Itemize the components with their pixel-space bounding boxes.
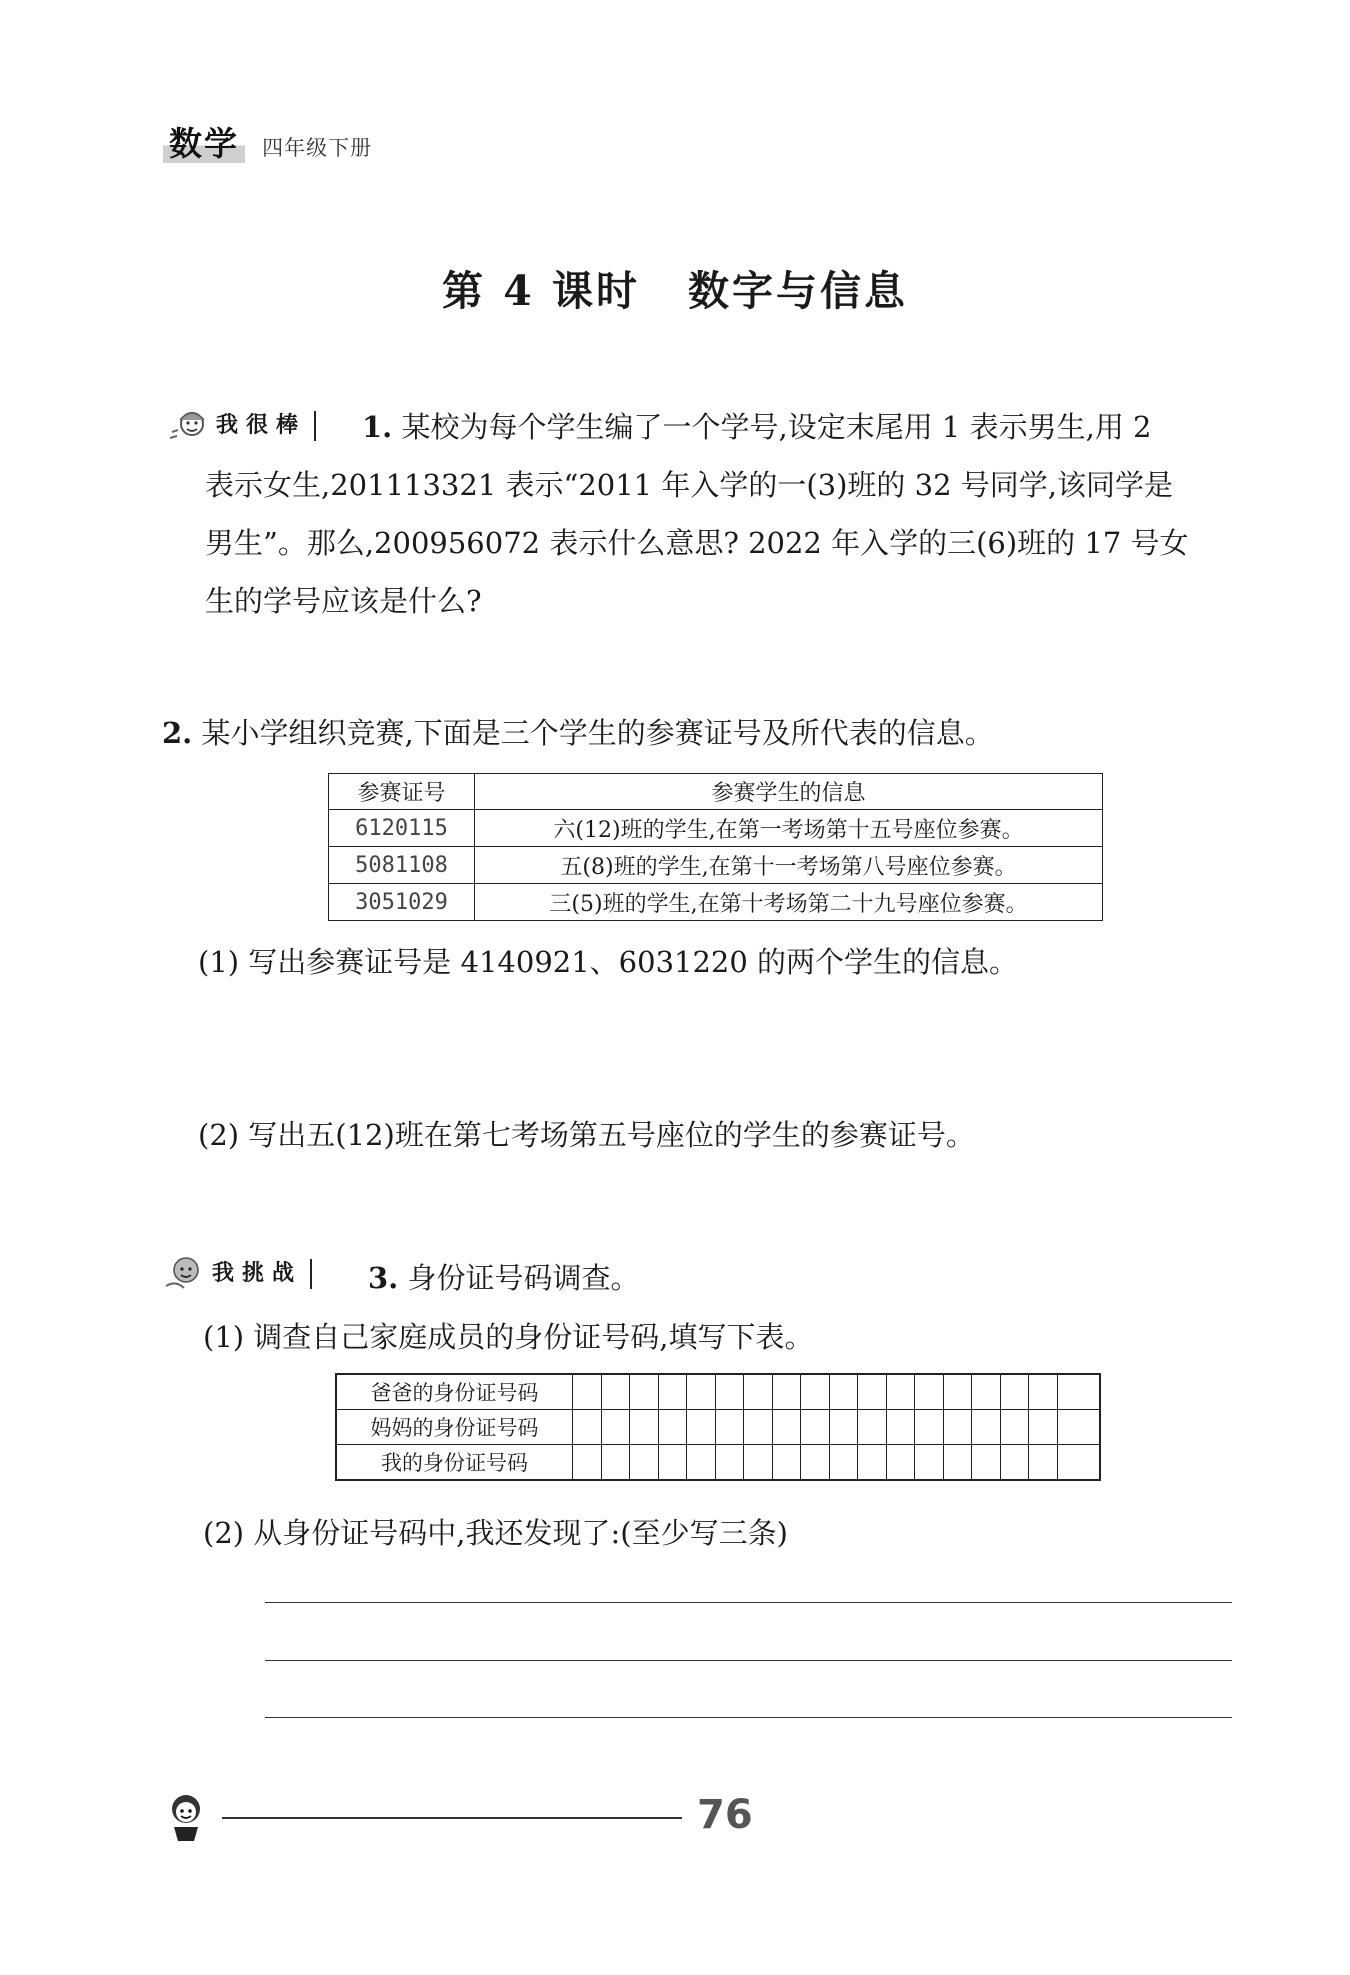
digit-cell[interactable] [658,1410,687,1445]
q2-sub-question-2: (2) 写出五(12)班在第七考场第五号座位的学生的参赛证号。 [198,1118,975,1152]
boy-mascot-footer-icon [156,1785,216,1845]
digit-cell[interactable] [744,1374,773,1410]
digit-cell[interactable] [829,1374,858,1410]
header-cell: 参赛学生的信息 [475,774,1103,810]
subject-label: 数学 [163,124,245,163]
digit-cell[interactable] [915,1374,944,1410]
digit-cell[interactable] [687,1410,716,1445]
digit-cell[interactable] [915,1445,944,1481]
id-cell: 6120115 [329,810,475,847]
row-label: 妈妈的身份证号码 [336,1410,573,1445]
q3-sub-question-1: (1) 调查自己家庭成员的身份证号码,填写下表。 [203,1320,814,1354]
badge-great-label: 我很棒 [214,411,316,441]
digit-cell[interactable] [1029,1410,1058,1445]
badge-great [166,402,316,450]
digit-cell[interactable] [744,1410,773,1445]
digit-cell[interactable] [858,1410,887,1445]
q3-number: 3. [368,1261,399,1295]
table-row [329,884,1103,921]
digit-cell[interactable] [1057,1374,1100,1410]
digit-cell[interactable] [1029,1445,1058,1481]
digit-cell[interactable] [801,1445,830,1481]
q1-line-1 [362,398,1152,456]
digit-cell[interactable] [943,1445,972,1481]
digit-cell[interactable] [573,1410,602,1445]
digit-cell[interactable] [1000,1374,1029,1410]
digit-cell[interactable] [801,1374,830,1410]
digit-cell[interactable] [715,1445,744,1481]
digit-cell[interactable] [687,1374,716,1410]
q1-number: 1. [362,410,393,444]
lesson-number: 第 4 课时 [441,267,641,315]
q3-sub-question-2: (2) 从身份证号码中,我还发现了:(至少写三条) [203,1516,788,1550]
footer-rule [222,1817,682,1819]
table-row [336,1374,1100,1410]
digit-cell[interactable] [972,1374,1001,1410]
q1-line-4: 生的学号应该是什么? [205,584,482,618]
answer-line[interactable] [265,1717,1232,1718]
digit-cell[interactable] [573,1374,602,1410]
digit-cell[interactable] [1057,1445,1100,1481]
digit-cell[interactable] [829,1410,858,1445]
grade-label: 四年级下册 [262,136,373,160]
digit-cell[interactable] [1000,1410,1029,1445]
digit-cell[interactable] [715,1374,744,1410]
digit-cell[interactable] [858,1374,887,1410]
digit-cell[interactable] [772,1374,801,1410]
q1-text-1: 某校为每个学生编了一个学号,设定末尾用 1 表示男生,用 2 [401,410,1152,444]
digit-cell[interactable] [658,1445,687,1481]
table-header-row [329,774,1103,810]
row-label: 爸爸的身份证号码 [336,1374,573,1410]
digit-cell[interactable] [630,1374,659,1410]
lesson-topic: 数字与信息 [688,267,909,315]
digit-cell[interactable] [744,1445,773,1481]
digit-cell[interactable] [801,1410,830,1445]
q2-text: 某小学组织竞赛,下面是三个学生的参赛证号及所代表的信息。 [201,716,994,750]
digit-cell[interactable] [658,1374,687,1410]
digit-cell[interactable] [886,1445,915,1481]
competition-id-table [328,773,1103,921]
digit-cell[interactable] [687,1445,716,1481]
answer-line[interactable] [265,1660,1232,1661]
id-cell: 3051029 [329,884,475,921]
girl-mascot-icon [166,402,214,450]
boy-mascot-icon [162,1250,210,1298]
digit-cell[interactable] [858,1445,887,1481]
digit-cell[interactable] [601,1445,630,1481]
q2-sub-question-1: (1) 写出参赛证号是 4140921、6031220 的两个学生的信息。 [198,945,1019,979]
row-label: 我的身份证号码 [336,1445,573,1481]
digit-cell[interactable] [972,1410,1001,1445]
digit-cell[interactable] [715,1410,744,1445]
q1-line-2: 表示女生,201113321 表示“2011 年入学的一(3)班的 32 号同学,该同学是 [205,468,1173,502]
digit-cell[interactable] [772,1410,801,1445]
lesson-title [0,258,1350,317]
digit-cell[interactable] [829,1445,858,1481]
digit-cell[interactable] [943,1374,972,1410]
table-row [329,810,1103,847]
page-number: 76 [697,1792,753,1838]
q2-prompt [162,704,994,762]
digit-cell[interactable] [630,1410,659,1445]
digit-cell[interactable] [886,1374,915,1410]
digit-cell[interactable] [601,1374,630,1410]
digit-cell[interactable] [1029,1374,1058,1410]
header-cell: 参赛证号 [329,774,475,810]
answer-line[interactable] [265,1602,1232,1603]
digit-cell[interactable] [1000,1445,1029,1481]
badge-challenge [162,1250,312,1298]
digit-cell[interactable] [601,1410,630,1445]
table-row [336,1445,1100,1481]
info-cell: 五(8)班的学生,在第十一考场第八号座位参赛。 [475,847,1103,884]
table-row [329,847,1103,884]
q2-number: 2. [162,716,193,750]
digit-cell[interactable] [1057,1410,1100,1445]
digit-cell[interactable] [886,1410,915,1445]
digit-cell[interactable] [630,1445,659,1481]
digit-cell[interactable] [573,1445,602,1481]
digit-cell[interactable] [915,1410,944,1445]
page-header [163,118,372,165]
q1-line-3: 男生”。那么,200956072 表示什么意思? 2022 年入学的三(6)班的 17 号女 [205,526,1189,560]
q3-prompt [368,1249,640,1307]
badge-challenge-label: 我挑战 [210,1259,312,1289]
q3-text: 身份证号码调查。 [407,1261,640,1295]
digit-cell[interactable] [972,1445,1001,1481]
table-row [336,1410,1100,1445]
id-cell: 5081108 [329,847,475,884]
info-cell: 六(12)班的学生,在第一考场第十五号座位参赛。 [475,810,1103,847]
info-cell: 三(5)班的学生,在第十考场第二十九号座位参赛。 [475,884,1103,921]
digit-cell[interactable] [772,1445,801,1481]
digit-cell[interactable] [943,1410,972,1445]
id-number-table [335,1373,1101,1481]
